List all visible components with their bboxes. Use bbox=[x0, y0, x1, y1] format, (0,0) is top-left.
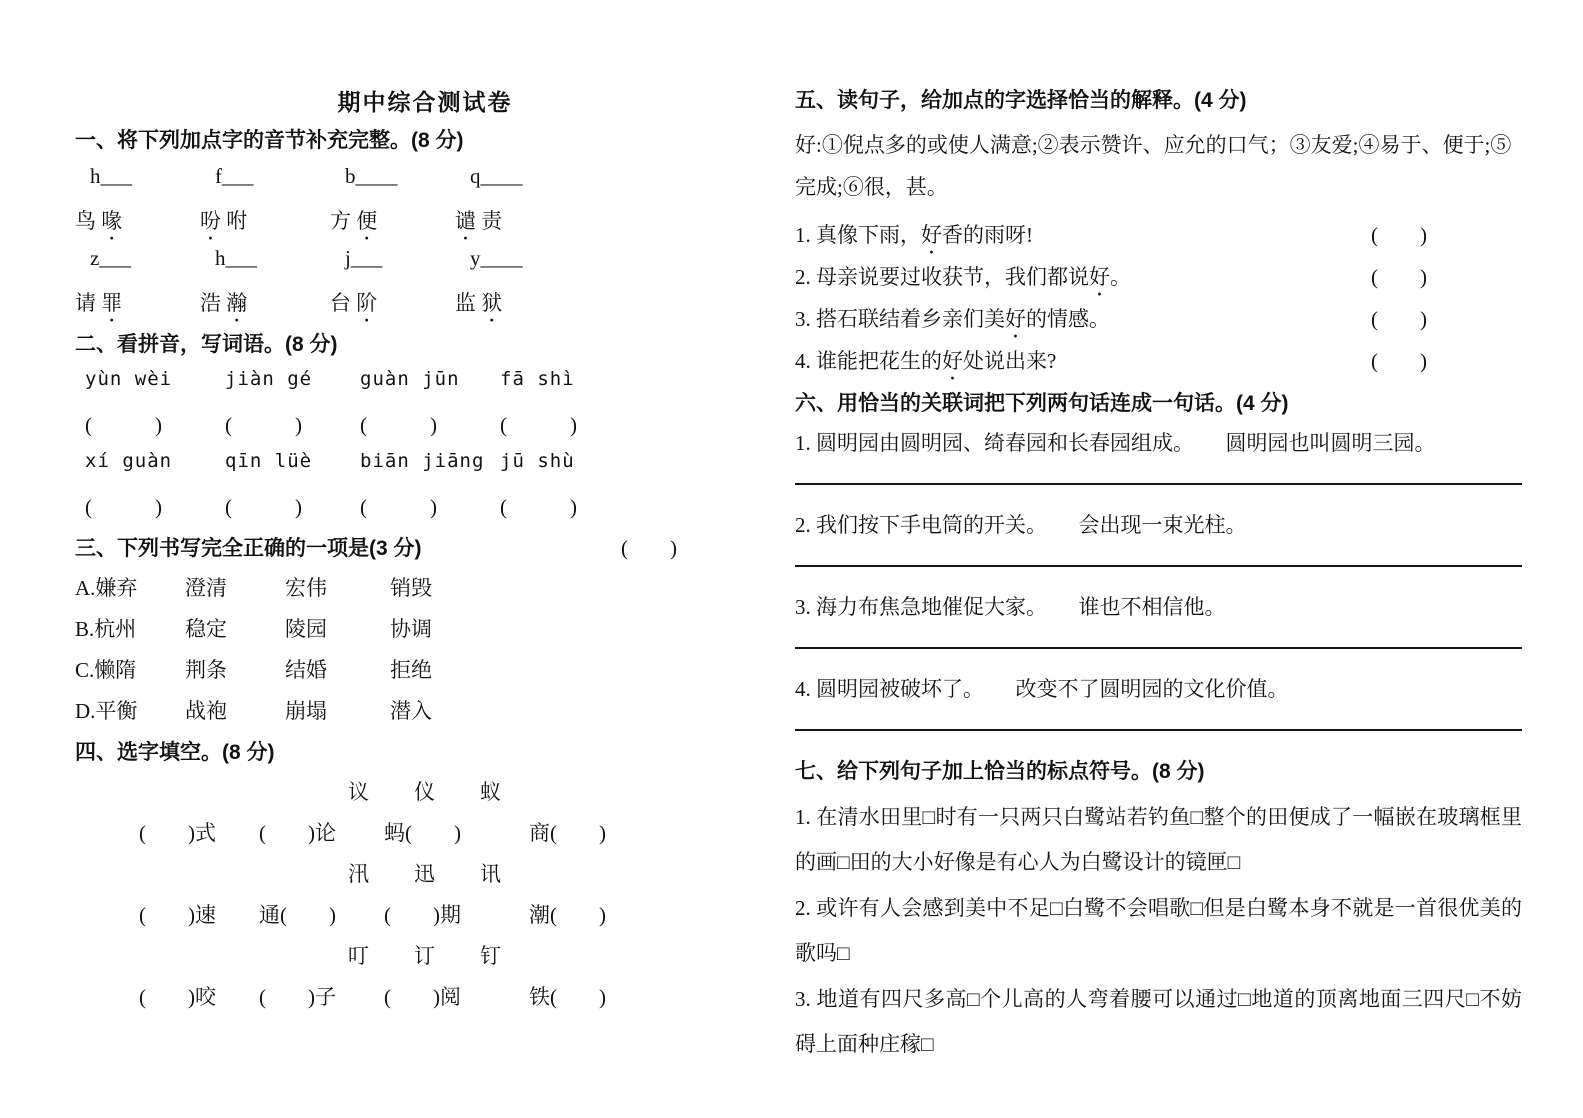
answer-bracket: ( ) bbox=[225, 413, 302, 437]
word-row-1 bbox=[75, 205, 775, 233]
dotted-char: 便 bbox=[356, 209, 378, 233]
fill-item: 商( ) bbox=[529, 821, 606, 845]
answer-line bbox=[795, 697, 1522, 731]
fill-item: ( )咬 bbox=[139, 985, 216, 1009]
section-3 bbox=[75, 532, 775, 723]
target-word bbox=[455, 287, 775, 317]
syllable-blank: q____ bbox=[470, 164, 523, 188]
target-word bbox=[200, 287, 330, 317]
syllable-blank: h___ bbox=[90, 164, 132, 188]
choice-label-and-word bbox=[75, 613, 185, 643]
choice-word: 战袍 bbox=[185, 699, 227, 723]
syllable-row-2 bbox=[75, 246, 775, 268]
dotted-char: 狱 bbox=[481, 291, 503, 315]
target-word bbox=[200, 205, 330, 235]
pinyin-row-1 bbox=[75, 368, 775, 390]
word-part: 咐 bbox=[221, 209, 248, 233]
fill-item: ( )论 bbox=[259, 821, 336, 845]
choice-label: C. bbox=[75, 658, 95, 682]
target-word bbox=[455, 205, 775, 235]
sentence-part: 2. 母亲说要过收获节，我们都说 bbox=[795, 265, 1089, 289]
word-part: 责 bbox=[476, 209, 503, 233]
choice-word: 陵园 bbox=[285, 617, 327, 641]
character-options: 议 仪 蚁 bbox=[348, 780, 502, 804]
fill-row-1 bbox=[75, 817, 775, 845]
choice-label: A. bbox=[75, 576, 96, 600]
choice-row-B bbox=[75, 613, 775, 641]
combine-item-1 bbox=[795, 427, 1522, 485]
choice-word: 澄清 bbox=[185, 576, 227, 600]
choice-word: 宏伟 bbox=[285, 576, 327, 600]
bracket-row-2 bbox=[75, 491, 775, 519]
answer-bracket: ( ) bbox=[360, 413, 437, 437]
answer-line bbox=[795, 533, 1522, 567]
sentence-part: 。 bbox=[1110, 265, 1131, 289]
fill-row-2 bbox=[75, 899, 775, 927]
punctuation-item-3: 3. 地道有四尺多高□个儿高的人弯着腰可以通过□地道的顶离地面三四尺□不妨碍上面种庄稼□ bbox=[795, 987, 1522, 1056]
choice-word: 荆条 bbox=[185, 658, 227, 682]
choice-label-and-word bbox=[75, 572, 185, 602]
dotted-char: 好 bbox=[1089, 265, 1110, 289]
pinyin-item: biān jiāng bbox=[360, 450, 485, 472]
target-word bbox=[75, 205, 200, 235]
page-title: 期中综合测试卷 bbox=[337, 89, 513, 115]
choice-word: 懒隋 bbox=[94, 658, 137, 682]
choice-word: 结婚 bbox=[285, 658, 327, 682]
word-part: 鸟 bbox=[75, 209, 102, 233]
choice-word: 嫌弃 bbox=[95, 576, 138, 600]
punctuation-item-1: 1. 在清水田里□时有一只两只白鹭站若钓鱼□整个的田便成了一幅嵌在玻璃框里的画□田的大小好像是有心人为白鹭设计的镜匣□ bbox=[795, 805, 1522, 874]
word-row-2 bbox=[75, 287, 775, 315]
section-3-heading-text: 三、下列书写完全正确的一项是(3 分) bbox=[75, 537, 422, 560]
pinyin-item: yùn wèi bbox=[85, 368, 173, 390]
sentence-part: 4. 谁能把花生的 bbox=[795, 349, 942, 373]
fill-item: ( )子 bbox=[259, 985, 336, 1009]
syllable-row-1 bbox=[75, 164, 775, 186]
sentence-item-2 bbox=[795, 261, 1522, 289]
answer-bracket: ( ) bbox=[621, 536, 677, 560]
sentence-text bbox=[795, 219, 1033, 247]
answer-line bbox=[795, 451, 1522, 485]
choice-label-and-word bbox=[75, 654, 185, 684]
sentence-item-3 bbox=[795, 303, 1522, 331]
combine-item-4 bbox=[795, 673, 1522, 731]
sentence-text bbox=[795, 345, 1057, 373]
fill-item: 铁( ) bbox=[529, 985, 606, 1009]
target-word bbox=[75, 287, 200, 317]
fill-row-3 bbox=[75, 981, 775, 1009]
dotted-char: 喙 bbox=[101, 209, 123, 233]
fill-item: ( )速 bbox=[139, 903, 216, 927]
pinyin-item: xí guàn bbox=[85, 450, 173, 472]
combine-item-3 bbox=[795, 591, 1522, 649]
combine-sentences: 4. 圆明园被破坏了。 改变不了圆明园的文化价值。 bbox=[795, 677, 1289, 701]
fill-item: ( )阅 bbox=[384, 985, 461, 1009]
dotted-char: 好 bbox=[921, 223, 942, 247]
syllable-blank: z___ bbox=[90, 246, 131, 270]
combine-sentences: 2. 我们按下手电筒的开关。 会出现一束光柱。 bbox=[795, 513, 1247, 537]
sentence-part: 1. 真像下雨， bbox=[795, 223, 921, 247]
fill-item: ( )式 bbox=[139, 821, 216, 845]
choice-word: 潜入 bbox=[390, 699, 432, 723]
fill-item: 蚂( ) bbox=[384, 821, 461, 845]
answer-line bbox=[795, 615, 1522, 649]
choice-label: B. bbox=[75, 617, 95, 641]
pinyin-item: jū shù bbox=[500, 450, 575, 472]
section-7-heading: 七、给下列句子加上恰当的标点符号。(8 分) bbox=[795, 760, 1205, 783]
section-6 bbox=[795, 387, 1522, 731]
sentence-text bbox=[795, 303, 1110, 331]
definition-text: 好:①倪点多的或使人满意;②表示赞许、应允的口气；③友爱;④易于、便于;⑤完成;⑥很，甚。 bbox=[795, 133, 1512, 199]
pinyin-item: guàn jūn bbox=[360, 368, 460, 390]
choice-word: 杭州 bbox=[94, 617, 137, 641]
section-3-heading bbox=[75, 532, 775, 560]
choice-word: 拒绝 bbox=[390, 658, 432, 682]
choice-row-C bbox=[75, 654, 775, 682]
answer-bracket: ( ) bbox=[500, 413, 577, 437]
word-part: 监 bbox=[455, 291, 482, 315]
character-options: 叮 订 钉 bbox=[348, 944, 502, 968]
combine-sentences: 3. 海力布焦急地催促大家。 谁也不相信他。 bbox=[795, 595, 1226, 619]
pinyin-item: jiàn gé bbox=[225, 368, 313, 390]
combine-sentences: 1. 圆明园由圆明园、绮春园和长春园组成。 圆明园也叫圆明三园。 bbox=[795, 431, 1436, 455]
sentence-text bbox=[795, 261, 1131, 289]
answer-bracket: ( ) bbox=[1371, 307, 1427, 331]
section-4 bbox=[75, 736, 775, 1009]
pinyin-item: fā shì bbox=[500, 368, 575, 390]
choice-row-A bbox=[75, 572, 775, 600]
answer-bracket: ( ) bbox=[85, 413, 162, 437]
pinyin-item: qīn lüè bbox=[225, 450, 313, 472]
fill-item: 通( ) bbox=[259, 903, 336, 927]
syllable-blank: h___ bbox=[215, 246, 257, 270]
section-1-heading: 一、将下列加点字的音节补充完整。(8 分) bbox=[75, 129, 464, 152]
section-2 bbox=[75, 328, 775, 519]
punctuation-item-2: 2. 或许有人会感到美中不足□白鹭不会唱歌□但是白鹭本身不就是一首很优美的歌吗□ bbox=[795, 896, 1522, 965]
section-7 bbox=[795, 755, 1522, 1067]
section-1 bbox=[75, 124, 775, 315]
choice-word: 销毁 bbox=[390, 576, 432, 600]
word-part: 台 bbox=[330, 291, 357, 315]
word-part: 请 bbox=[75, 291, 102, 315]
bracket-row-1 bbox=[75, 409, 775, 437]
choice-word: 稳定 bbox=[185, 617, 227, 641]
right-column bbox=[795, 78, 1522, 1068]
word-part: 浩 bbox=[200, 291, 227, 315]
choice-row-D bbox=[75, 695, 775, 723]
dotted-char: 好 bbox=[1005, 307, 1026, 331]
answer-bracket: ( ) bbox=[500, 495, 577, 519]
dotted-char: 吩 bbox=[200, 209, 221, 233]
sentence-part: 香的雨呀! bbox=[942, 223, 1033, 247]
pinyin-row-2 bbox=[75, 450, 775, 472]
dotted-char: 罪 bbox=[101, 291, 123, 315]
answer-bracket: ( ) bbox=[1371, 223, 1427, 247]
answer-bracket: ( ) bbox=[85, 495, 162, 519]
section-5 bbox=[795, 84, 1522, 373]
fill-item: ( )期 bbox=[384, 903, 461, 927]
choice-label-and-word bbox=[75, 695, 185, 725]
syllable-blank: j___ bbox=[345, 246, 383, 270]
dotted-char: 好 bbox=[942, 349, 963, 373]
sentence-part: 3. 搭石联结着乡亲们美 bbox=[795, 307, 1005, 331]
combine-item-2 bbox=[795, 509, 1522, 567]
target-word bbox=[330, 205, 455, 235]
syllable-blank: y____ bbox=[470, 246, 523, 270]
choice-word: 协调 bbox=[390, 617, 432, 641]
syllable-blank: f___ bbox=[215, 164, 254, 188]
choice-label: D. bbox=[75, 699, 96, 723]
choice-word: 崩塌 bbox=[285, 699, 327, 723]
syllable-blank: b____ bbox=[345, 164, 398, 188]
answer-bracket: ( ) bbox=[1371, 265, 1427, 289]
dotted-char: 瀚 bbox=[226, 291, 248, 315]
target-word bbox=[330, 287, 455, 317]
choice-word: 平衡 bbox=[95, 699, 138, 723]
section-5-heading: 五、读句子，给加点的字选择恰当的解释。(4 分) bbox=[795, 89, 1247, 112]
character-options: 汛 迅 讯 bbox=[348, 862, 502, 886]
sentence-part: 处说出来? bbox=[963, 349, 1057, 373]
answer-bracket: ( ) bbox=[360, 495, 437, 519]
sentence-item-4 bbox=[795, 345, 1522, 373]
word-part: 方 bbox=[330, 209, 357, 233]
section-2-heading: 二、看拼音，写词语。(8 分) bbox=[75, 333, 338, 356]
dotted-char: 谴 bbox=[455, 209, 476, 233]
dotted-char: 阶 bbox=[356, 291, 378, 315]
section-6-heading: 六、用恰当的关联词把下列两句话连成一句话。(4 分) bbox=[795, 392, 1289, 415]
answer-bracket: ( ) bbox=[225, 495, 302, 519]
fill-item: 潮( ) bbox=[529, 903, 606, 927]
left-column bbox=[75, 78, 775, 1022]
sentence-item-1 bbox=[795, 219, 1522, 247]
answer-bracket: ( ) bbox=[1371, 349, 1427, 373]
sentence-part: 的情感。 bbox=[1026, 307, 1110, 331]
section-4-heading: 四、选字填空。(8 分) bbox=[75, 741, 275, 764]
